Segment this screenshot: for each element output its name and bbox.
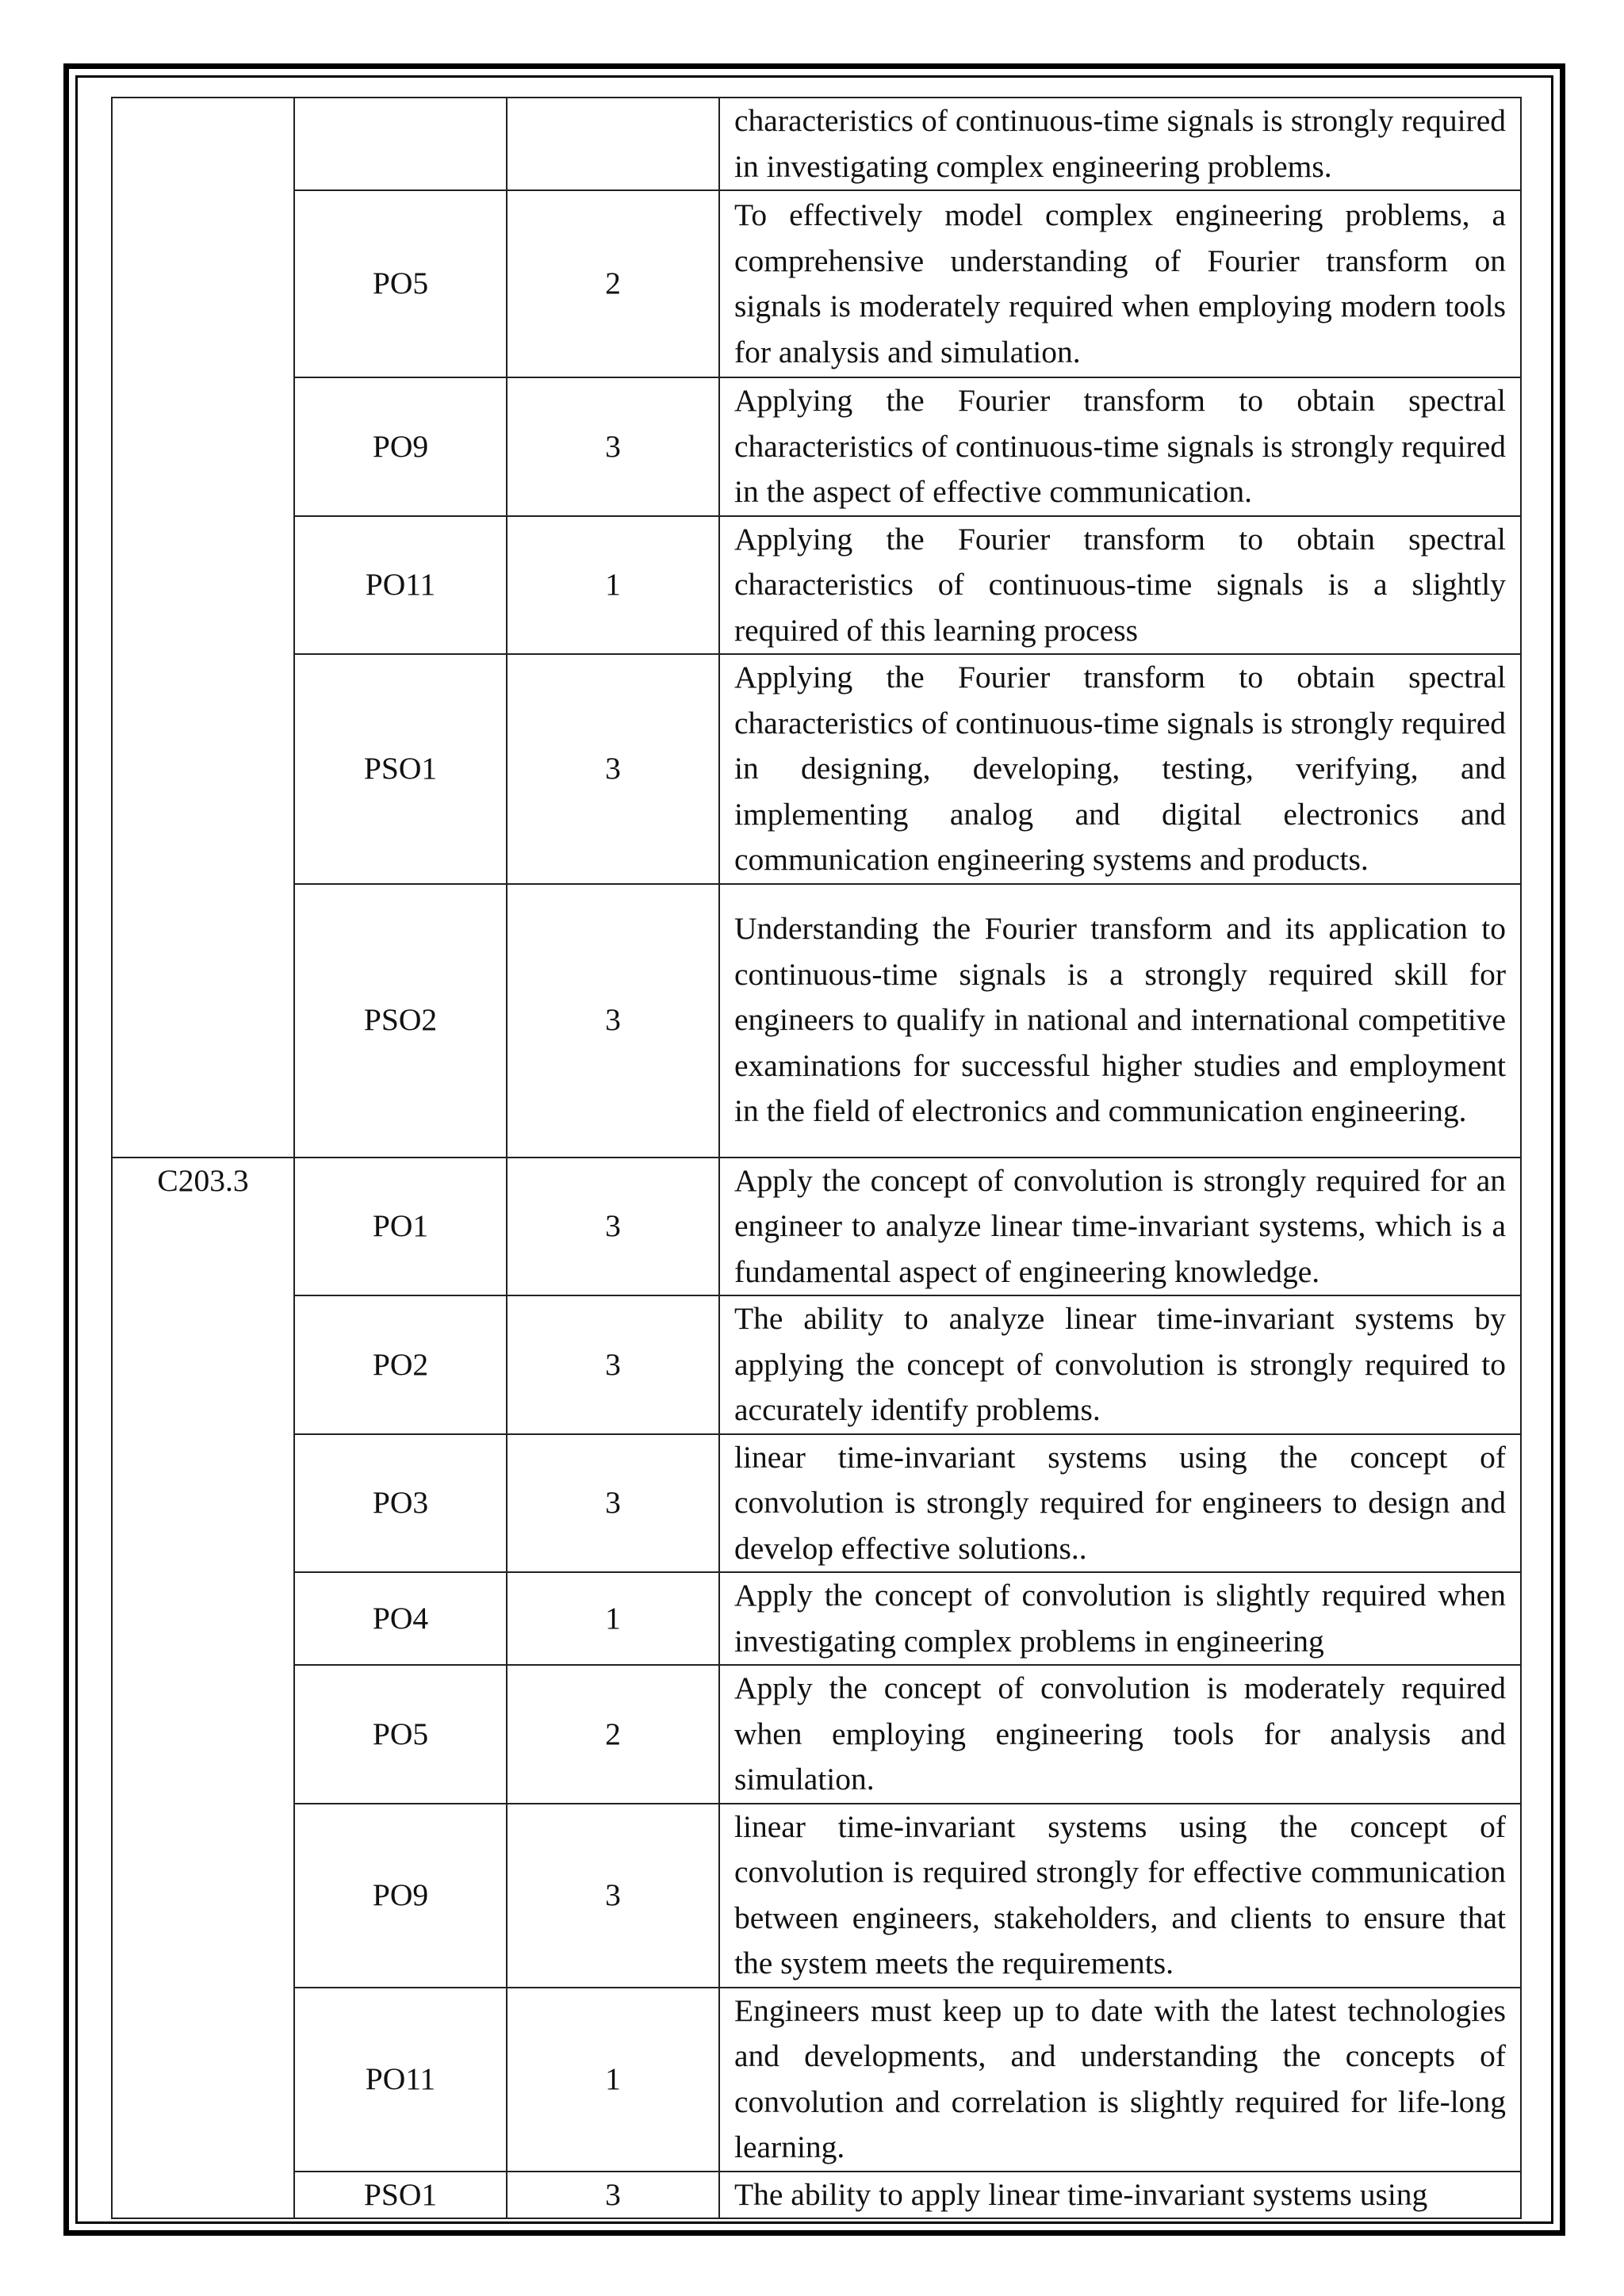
justification-cell [719, 2172, 1521, 2219]
justification-text: Apply the concept of convolution is strongly required for an engineer to analyze linear time-invariant systems, which is a fundamental aspect of engineering knowledge. [734, 1162, 1506, 1289]
table-row [112, 2172, 1521, 2219]
correlation-level-cell: 1 [507, 1988, 719, 2172]
correlation-level-cell: 3 [507, 884, 719, 1158]
table-row [112, 1988, 1521, 2172]
justification-cell [719, 190, 1521, 377]
program-outcome-cell: PO9 [294, 377, 507, 516]
table-row [112, 190, 1521, 377]
correlation-level-cell: 1 [507, 1572, 719, 1665]
program-outcome-cell: PSO1 [294, 2172, 507, 2219]
program-outcome-cell: PO9 [294, 1804, 507, 1988]
correlation-level-cell: 3 [507, 1158, 719, 1296]
justification-text: Applying the Fourier transform to obtain spectral characteristics of continuous-time signals is strongly required in designing, developing, testing, verifying, and implementing analog and digital electronics and communication engineering systems and products. [734, 660, 1506, 877]
justification-cell [719, 1665, 1521, 1804]
program-outcome-cell: PO5 [294, 1665, 507, 1804]
table-row [112, 1804, 1521, 1988]
table-row [112, 654, 1521, 884]
correlation-level-cell: 3 [507, 1434, 719, 1573]
table-row [112, 1295, 1521, 1434]
justification-text: characteristics of continuous-time signals is strongly required in investigating complex engineering problems. [734, 103, 1506, 184]
program-outcome-cell [294, 98, 507, 190]
program-outcome-cell: PO5 [294, 190, 507, 377]
justification-text: The ability to apply linear time-invariant systems using [734, 2176, 1428, 2212]
course-outcome-cell: C203.3 [112, 1158, 294, 2219]
justification-text: Understanding the Fourier transform and its application to continuous-time signals is a strongly required skill for engineers to qualify in national and international competitive examinations for successful higher studies and employment in the field of electronics and communication engineering. [734, 911, 1506, 1129]
justification-text: linear time-invariant systems using the concept of convolution is strongly required for engineers to design and develop effective solutions.. [734, 1439, 1506, 1566]
course-outcome-cell [112, 98, 294, 1158]
correlation-level-cell: 2 [507, 1665, 719, 1804]
table-row [112, 98, 1521, 190]
justification-cell [719, 884, 1521, 1158]
justification-cell [719, 1988, 1521, 2172]
correlation-level-cell: 2 [507, 190, 719, 377]
correlation-level-cell: 3 [507, 2172, 719, 2219]
correlation-level-cell: 3 [507, 654, 719, 884]
table-row [112, 1572, 1521, 1665]
program-outcome-cell: PSO1 [294, 654, 507, 884]
justification-text: Applying the Fourier transform to obtain spectral characteristics of continuous-time signals is strongly required in the aspect of effective communication. [734, 383, 1506, 509]
justification-cell [719, 1804, 1521, 1988]
program-outcome-cell: PO2 [294, 1295, 507, 1434]
justification-text: The ability to analyze linear time-invariant systems by applying the concept of convolution is strongly required to accurately identify problems. [734, 1301, 1506, 1427]
justification-text: Applying the Fourier transform to obtain spectral characteristics of continuous-time signals is a slightly required of this learning process [734, 521, 1506, 648]
co-po-mapping-table [111, 97, 1522, 2219]
justification-text: Engineers must keep up to date with the latest technologies and developments, and understanding the concepts of convolution and correlation is slightly required for life-long learning. [734, 1992, 1506, 2164]
table-row [112, 1158, 1521, 1296]
table-row [112, 516, 1521, 655]
table-row [112, 884, 1521, 1158]
correlation-level-cell: 1 [507, 516, 719, 655]
table-row [112, 1434, 1521, 1573]
table-row [112, 1665, 1521, 1804]
correlation-level-cell: 3 [507, 1295, 719, 1434]
justification-cell [719, 516, 1521, 655]
justification-text: Apply the concept of convolution is moderately required when employing engineering tools for analysis and simulation. [734, 1670, 1506, 1797]
justification-text: linear time-invariant systems using the concept of convolution is required strongly for effective communication between engineers, stakeholders, and clients to ensure that the system meets the requirements. [734, 1808, 1506, 1980]
justification-cell [719, 377, 1521, 516]
correlation-level-cell [507, 98, 719, 190]
table-row [112, 377, 1521, 516]
program-outcome-cell: PO11 [294, 516, 507, 655]
justification-cell [719, 1572, 1521, 1665]
correlation-level-cell: 3 [507, 1804, 719, 1988]
justification-cell [719, 98, 1521, 190]
program-outcome-cell: PSO2 [294, 884, 507, 1158]
program-outcome-cell: PO11 [294, 1988, 507, 2172]
justification-text: Apply the concept of convolution is slightly required when investigating complex problems in engineering [734, 1578, 1506, 1659]
justification-cell [719, 1434, 1521, 1573]
program-outcome-cell: PO3 [294, 1434, 507, 1573]
program-outcome-cell: PO1 [294, 1158, 507, 1296]
justification-text: To effectively model complex engineering problems, a comprehensive understanding of Fourier transform on signals is moderately required when employing modern tools for analysis and simulation. [734, 197, 1506, 369]
program-outcome-cell: PO4 [294, 1572, 507, 1665]
correlation-level-cell: 3 [507, 377, 719, 516]
justification-cell [719, 654, 1521, 884]
justification-cell [719, 1158, 1521, 1296]
justification-cell [719, 1295, 1521, 1434]
